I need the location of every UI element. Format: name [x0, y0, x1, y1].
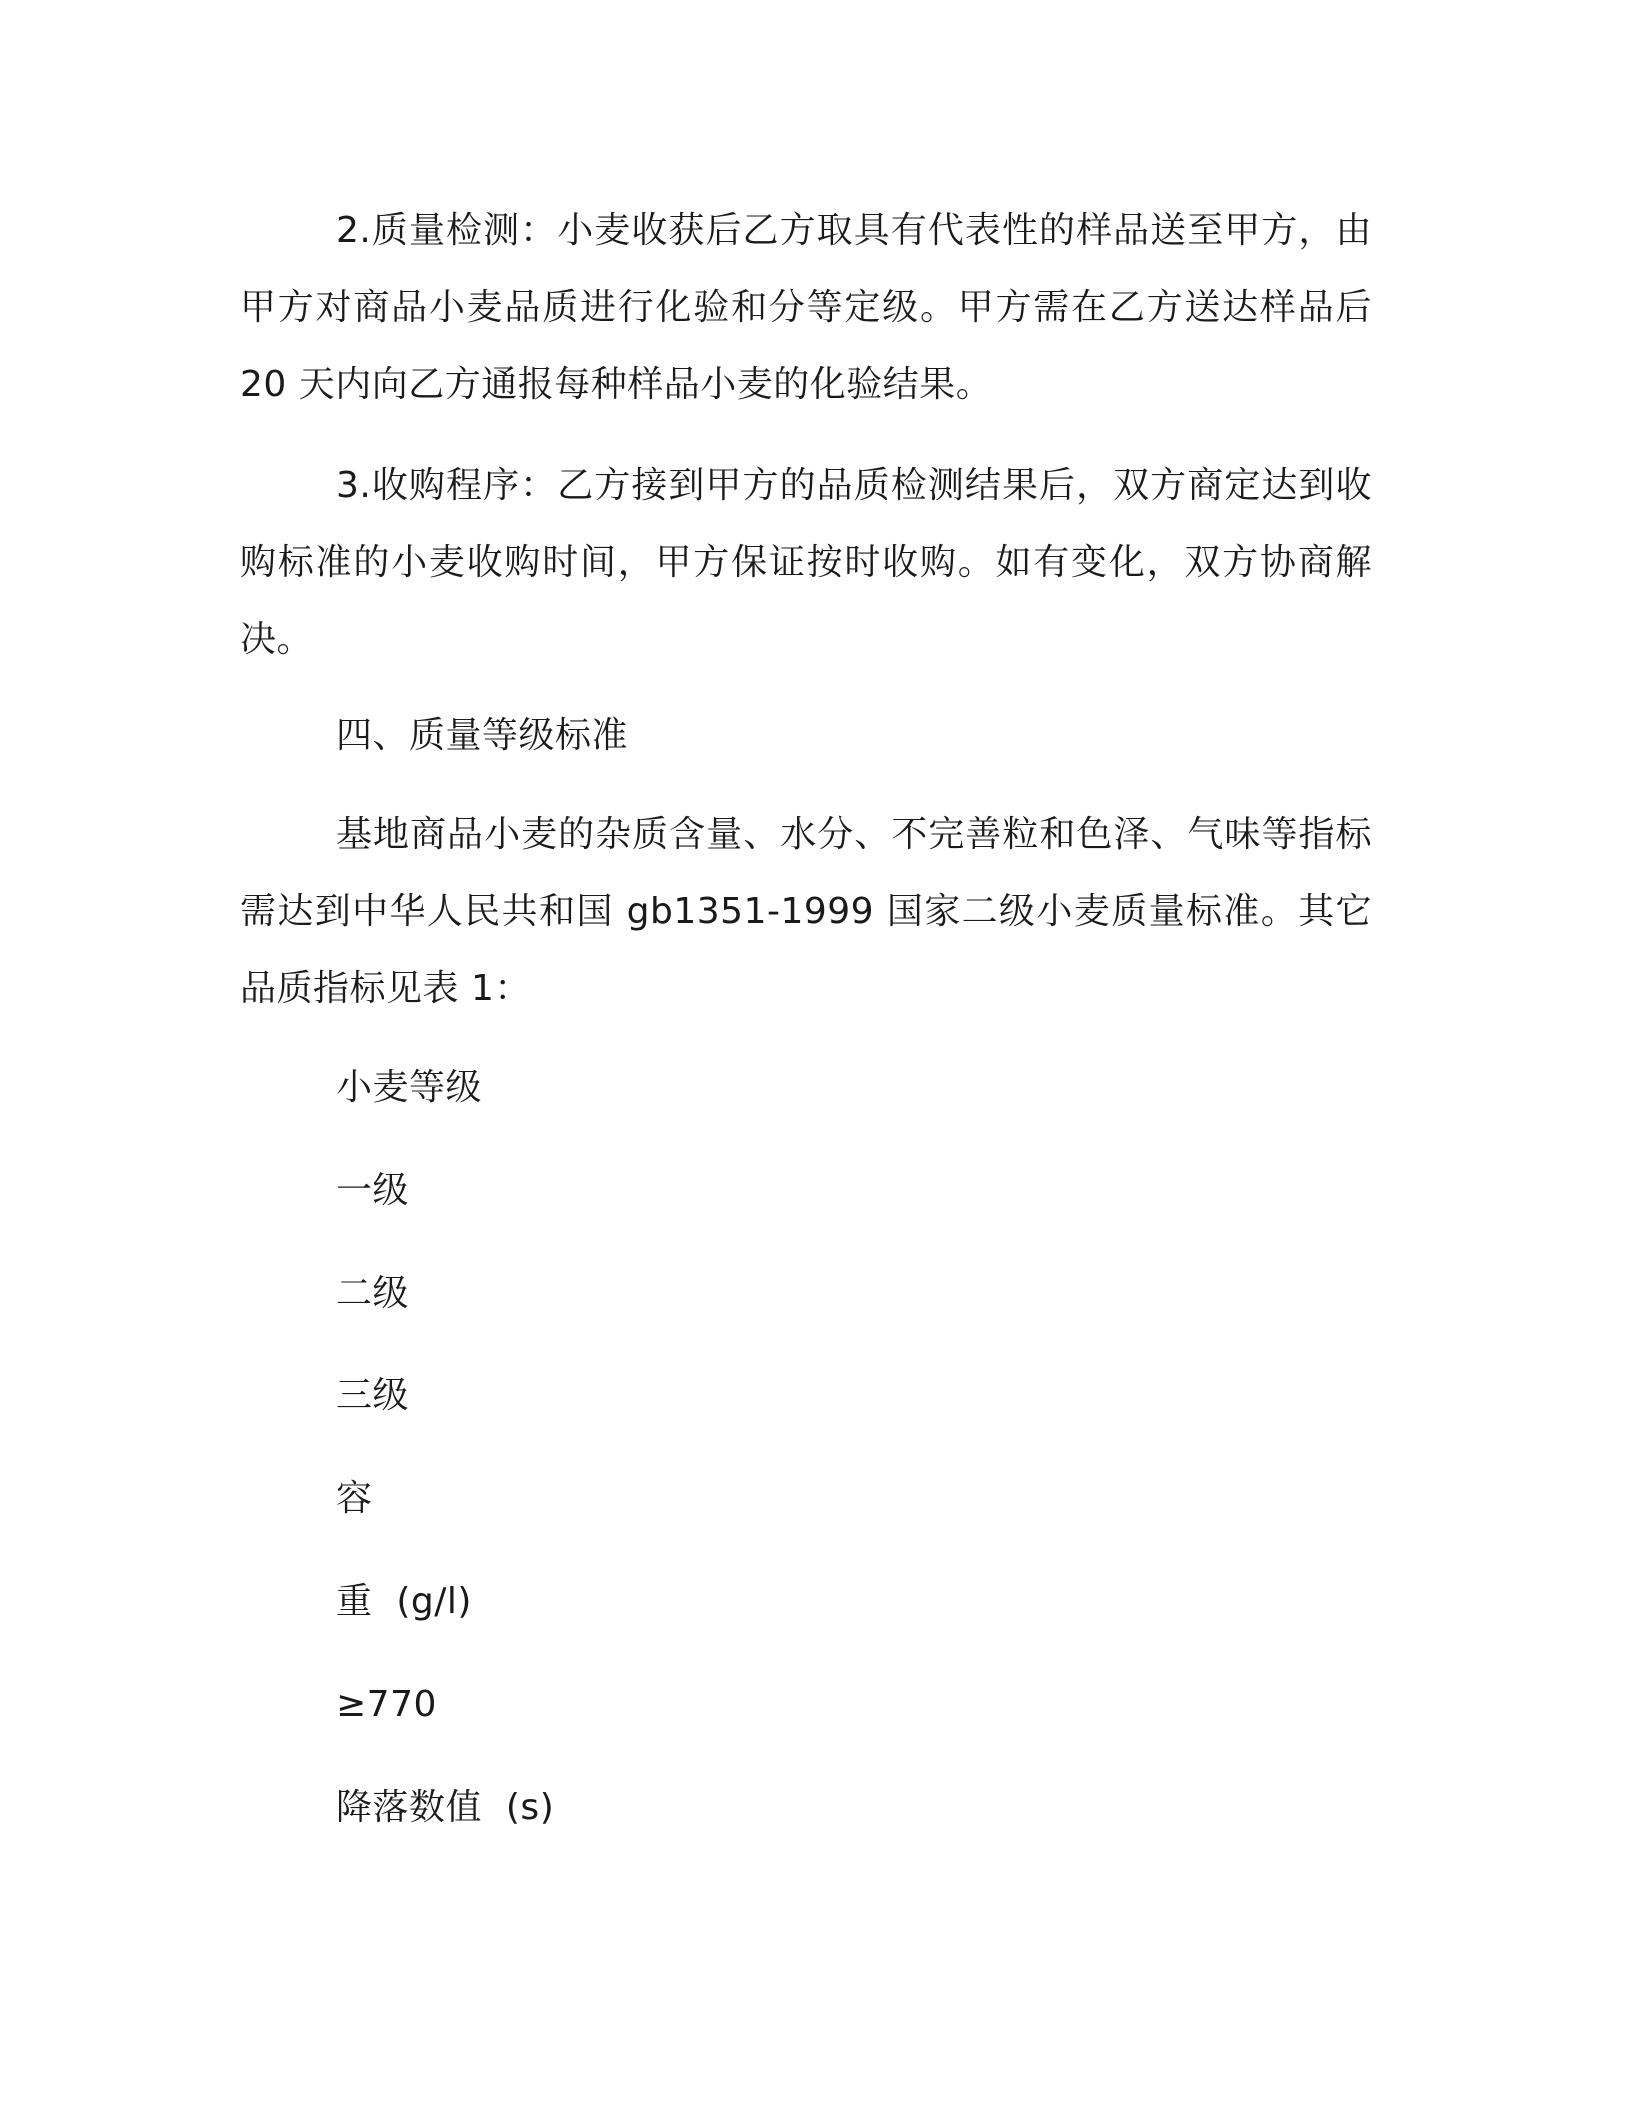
table-cell-grade-1: 一级: [336, 1170, 410, 1211]
section-heading: 四、质量等级标准: [336, 715, 629, 756]
paragraph-quality-standard: 基地商品小麦的杂质含量、水分、不完善粒和色泽、气味等指标需达到中华人民共和国 gb1351-1999 国家二级小麦质量标准。其它品质指标见表 1：: [240, 814, 1372, 1009]
document-page: [240, 0, 1372, 2112]
paragraph-purchase-procedure: 3.收购程序：乙方接到甲方的品质检测结果后，双方商定达到收购标准的小麦收购时间，甲方保证按时收购。如有变化，双方协商解决。: [240, 465, 1372, 660]
table-cell-bulk-density-value: ≥770: [336, 1684, 437, 1725]
table-cell-grade-3: 三级: [336, 1375, 410, 1416]
table-cell-bulk-density-label-1: 容: [336, 1478, 373, 1519]
table-cell-falling-number: 降落数值 (s): [336, 1787, 555, 1828]
table-cell-grade-header: 小麦等级: [336, 1067, 483, 1108]
table-cell-grade-2: 二级: [336, 1273, 410, 1314]
paragraph-quality-testing: 2.质量检测：小麦收获后乙方取具有代表性的样品送至甲方，由甲方对商品小麦品质进行化验和分等定级。甲方需在乙方送达样品后20 天内向乙方通报每种样品小麦的化验结果。: [240, 210, 1372, 405]
table-cell-bulk-density-label-2: 重 (g/l): [336, 1581, 472, 1622]
